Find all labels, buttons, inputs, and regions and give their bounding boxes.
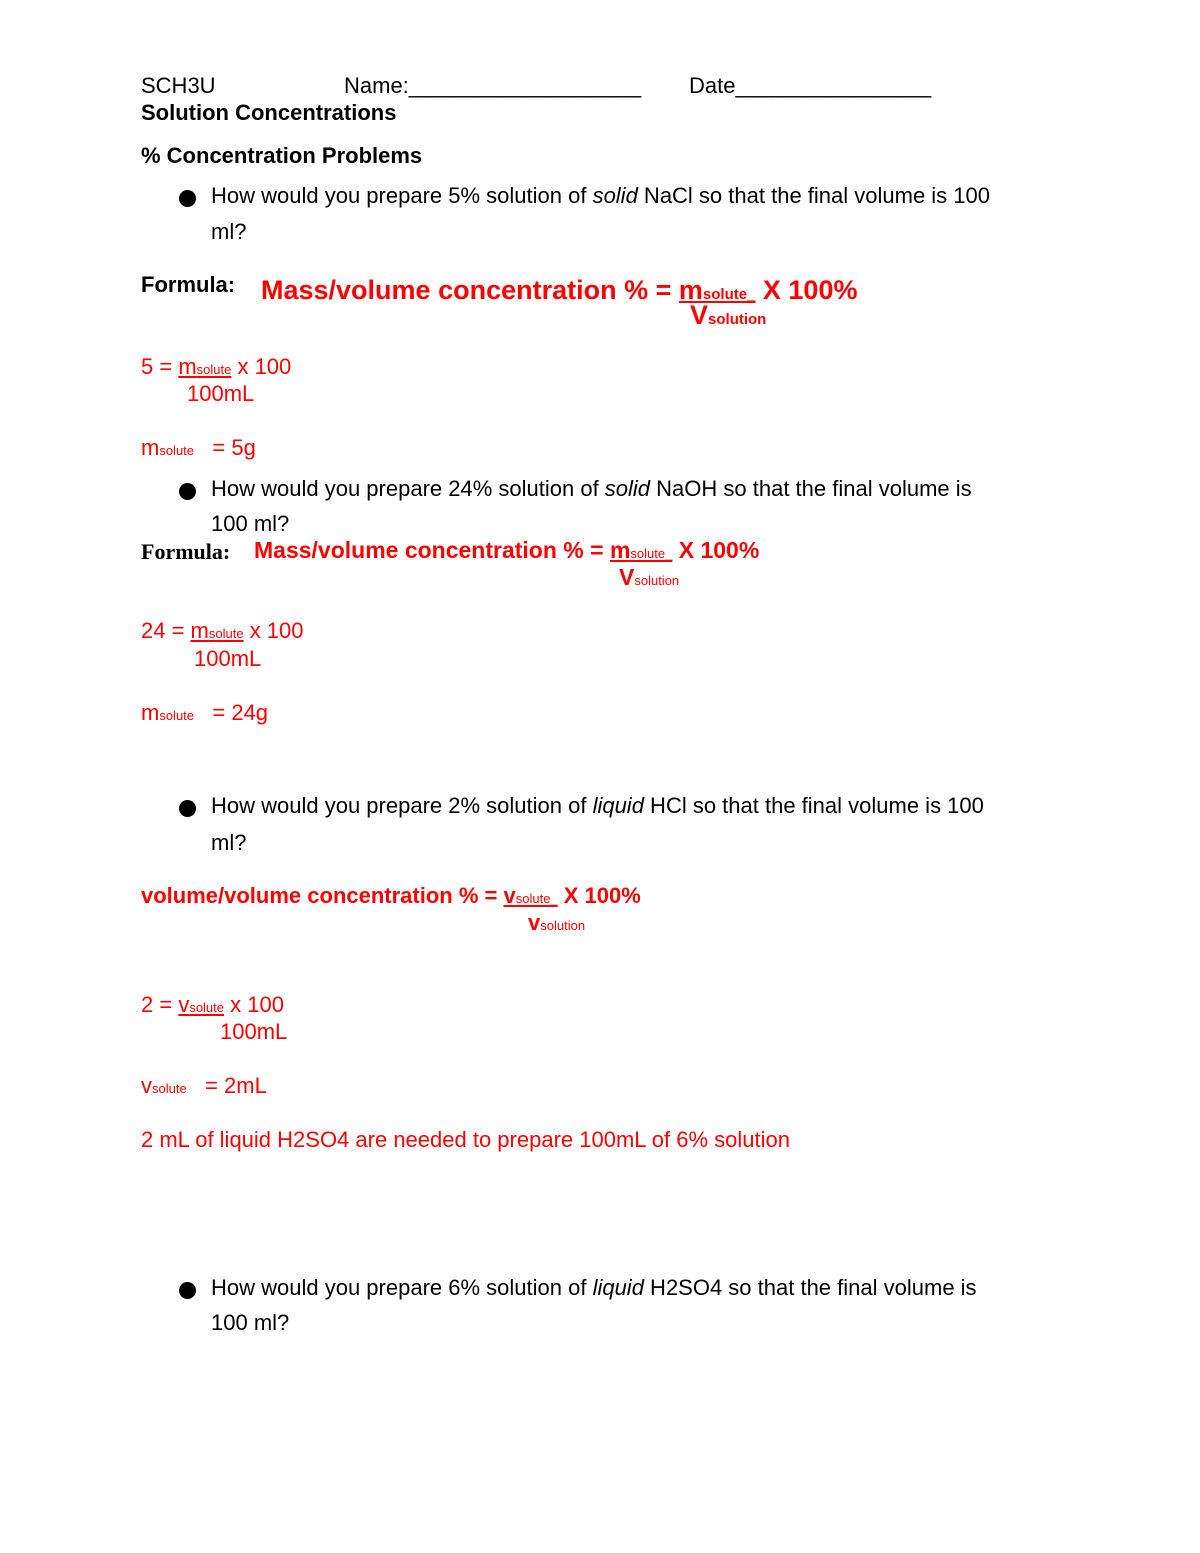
bullet-icon xyxy=(179,190,196,207)
name-field[interactable]: Name:___________________ xyxy=(344,73,642,98)
calc-2-denominator: 100mL xyxy=(194,646,262,671)
question-4-line-1: How would you prepare 6% solution of liquid H2SO4 so that the final volume is xyxy=(211,1275,977,1300)
formula-label: Formula: xyxy=(141,539,231,564)
conclusion-text: 2 mL of liquid H2SO4 are needed to prepare 100mL of 6% solution xyxy=(141,1127,790,1152)
question-3-line-2: ml? xyxy=(211,830,247,855)
calc-1-denominator: 100mL xyxy=(187,381,255,406)
result-2: msolute = 24g xyxy=(141,700,269,725)
formula-volume-volume: volume/volume concentration % = vsolute_ X 100% xyxy=(141,883,641,908)
question-2-line-2: 100 ml? xyxy=(211,511,290,536)
formula-denominator: Vsolution xyxy=(619,564,680,590)
formula-mass-volume: Mass/volume concentration % = msolute_ X 100% xyxy=(254,537,760,563)
bullet-icon xyxy=(179,800,196,817)
formula-denominator: Vsolution xyxy=(690,300,767,330)
formula-denominator: vsolution xyxy=(528,910,586,935)
formula-label: Formula: xyxy=(141,272,236,297)
calc-1: 5 = msolute x 100 xyxy=(141,354,292,379)
section-heading: % Concentration Problems xyxy=(141,143,423,168)
question-3-line-1: How would you prepare 2% solution of liquid HCl so that the final volume is 100 xyxy=(211,793,984,818)
bullet-icon xyxy=(179,483,196,500)
calc-3: 2 = vsolute x 100 xyxy=(141,992,284,1017)
formula-mass-volume: Mass/volume concentration % = msolute_ X 100% xyxy=(261,275,858,305)
question-4-line-2: 100 ml? xyxy=(211,1310,290,1335)
result-3: vsolute = 2mL xyxy=(141,1073,267,1098)
date-field[interactable]: Date________________ xyxy=(689,73,932,98)
bullet-icon xyxy=(179,1282,196,1299)
course-code: SCH3U xyxy=(141,73,216,98)
question-1-line-1: How would you prepare 5% solution of solid NaCl so that the final volume is 100 xyxy=(211,183,990,208)
calc-3-denominator: 100mL xyxy=(220,1019,288,1044)
result-1: msolute = 5g xyxy=(141,435,256,460)
calc-2: 24 = msolute x 100 xyxy=(141,618,304,643)
question-1-line-2: ml? xyxy=(211,219,247,244)
question-2-line-1: How would you prepare 24% solution of solid NaOH so that the final volume is xyxy=(211,476,972,501)
page-title: Solution Concentrations xyxy=(141,100,397,125)
